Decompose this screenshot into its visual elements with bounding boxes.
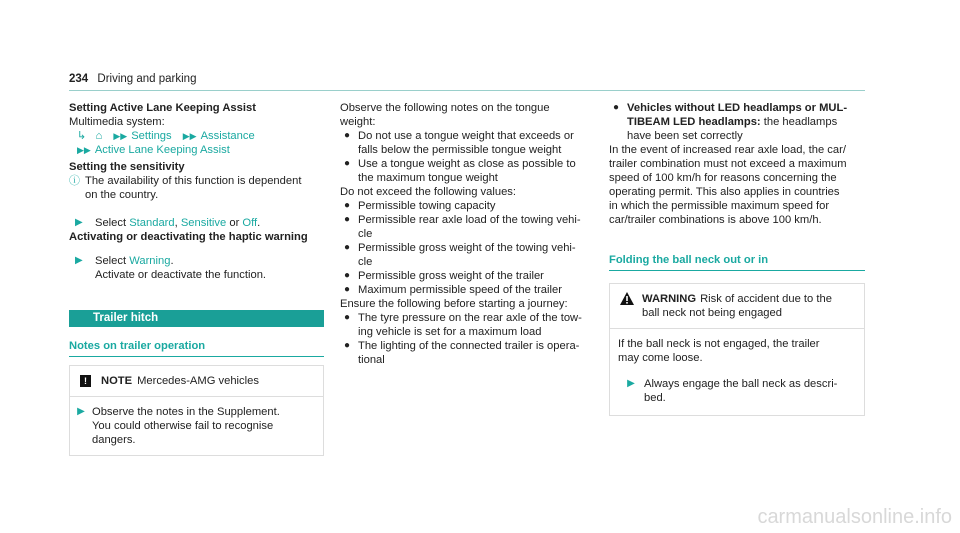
- list-item: ● The tyre pressure on the rear axle of the tow- ing vehicle is set for a maximum load: [344, 312, 582, 338]
- list-line: Permissible towing capacity: [358, 200, 496, 212]
- list-item: ● Permissible rear axle load of the towing vehi- cle: [344, 214, 581, 240]
- headlamp-list: [609, 101, 865, 143]
- list-item: ● Maximum permissible speed of the trailer: [344, 284, 562, 296]
- list-line: The lighting of the connected trailer is opera-: [358, 340, 580, 352]
- list-line-bold: TIBEAM LED headlamps:: [627, 116, 761, 128]
- note-text: Mercedes-AMG vehicles: [137, 375, 259, 387]
- select-prefix: Select: [95, 217, 127, 229]
- option-standard[interactable]: Standard: [129, 217, 175, 229]
- option-sensitive[interactable]: Sensitive: [180, 217, 227, 229]
- warning-triangle-icon: [620, 292, 634, 305]
- chevron-right-icon: ▶▶: [77, 145, 91, 155]
- warning-box: [609, 283, 865, 416]
- list-line: Permissible gross weight of the towing vehi-: [358, 242, 576, 254]
- warning-body-line: If the ball neck is not engaged, the trailer: [618, 338, 820, 350]
- select-prefix: Select: [95, 255, 127, 267]
- note-step: [70, 397, 323, 455]
- ensure-line: Ensure the following before starting a journey:: [340, 298, 568, 310]
- step-arrow-icon: ▶: [75, 255, 83, 266]
- multimedia-label: Multimedia system:: [69, 116, 165, 128]
- note-label: NOTE: [101, 375, 133, 387]
- intro-line: Observe the following notes on the tongue: [340, 102, 550, 114]
- note-line: The availability of this function is dependent: [85, 175, 302, 187]
- list-line: falls below the permissible tongue weight: [358, 144, 562, 156]
- note-step-line: dangers.: [92, 434, 136, 446]
- list-line: Permissible rear axle load of the towing vehi-: [358, 214, 581, 226]
- subheading-rule: [609, 270, 865, 271]
- list-line: the maximum tongue weight: [358, 172, 498, 184]
- para-line: operating permit. This also applies in countries: [609, 186, 840, 198]
- menu-path: [69, 129, 324, 143]
- list-line: tional: [358, 354, 385, 366]
- select-warning-step: ▶ Select Warning. Activate or deactivate the function.: [69, 254, 324, 282]
- chevron-right-icon: ▶▶: [182, 131, 197, 141]
- watermark: carmanualsonline.info: [757, 506, 952, 528]
- list-line: Use a tongue weight as close as possible to: [358, 158, 576, 170]
- list-item: ● Permissible towing capacity: [344, 200, 496, 212]
- tongue-weight-list: [340, 129, 600, 185]
- exceed-line: Do not exceed the following values:: [340, 186, 517, 198]
- warning-step-line: bed.: [644, 392, 666, 404]
- list-line: have been set correctly: [627, 130, 743, 142]
- para-line: speed of 100 km/h for reasons concerning the: [609, 172, 837, 184]
- list-item: ● Do not use a tongue weight that exceeds or falls below the permissible tongue weight: [344, 130, 574, 156]
- column-1: [69, 101, 324, 456]
- warning-text: ball neck not being engaged: [642, 307, 782, 319]
- menu-link-settings[interactable]: Settings: [131, 130, 172, 142]
- intro-line: weight:: [340, 116, 376, 128]
- availability-note: [69, 174, 324, 202]
- note-line: on the country.: [85, 189, 159, 201]
- warning-label: WARNING: [642, 293, 697, 305]
- warning-step: [610, 369, 864, 415]
- list-line: Vehicles without LED headlamps or MUL-: [627, 102, 848, 114]
- subheading-rule: [69, 356, 324, 357]
- exclamation-icon: !: [80, 375, 91, 387]
- list-line: cle: [358, 256, 373, 268]
- column-2: [340, 101, 600, 367]
- list-item: ● Use a tongue weight as close as possible to the maximum tongue weight: [344, 158, 576, 184]
- option-or: or: [229, 217, 240, 229]
- para-line: trailer combination must not exceed a maximum: [609, 158, 847, 170]
- list-line: cle: [358, 228, 373, 240]
- journey-list: [340, 311, 600, 367]
- para-line: car/trailer combinations is above 100 km/h.: [609, 214, 822, 226]
- trailer-hitch-bar: Trailer hitch: [69, 310, 324, 327]
- warning-body: [610, 329, 864, 369]
- values-list: [340, 199, 600, 297]
- list-line: the headlamps: [763, 116, 838, 128]
- home-icon[interactable]: ⌂: [95, 130, 103, 142]
- list-item: ● The lighting of the connected trailer is opera- tional: [344, 340, 580, 366]
- step-arrow-icon: ▶: [77, 406, 85, 417]
- warning-step-line: Always engage the ball neck as descri-: [644, 378, 838, 390]
- step-arrow-icon: ▶: [627, 378, 635, 389]
- section-title-lane-keeping: Setting Active Lane Keeping Assist: [69, 102, 256, 114]
- option-separator: ,: [174, 217, 178, 229]
- para-line: In the event of increased rear axle load, the car/: [609, 144, 846, 156]
- menu-link-active-lane-keeping-assist[interactable]: Active Lane Keeping Assist: [94, 144, 230, 156]
- list-line: Maximum permissible speed of the trailer: [358, 284, 562, 296]
- warning-text: Risk of accident due to the: [700, 293, 832, 305]
- sensitivity-heading: Setting the sensitivity: [69, 161, 185, 173]
- list-item: ● Permissible gross weight of the trailer: [344, 270, 544, 282]
- header-rule: [69, 90, 865, 91]
- select-sensitivity-step: ▶ Select Standard, Sensitive or Off.: [69, 216, 324, 230]
- section-title: Driving and parking: [97, 73, 197, 85]
- page-header: [69, 73, 196, 85]
- note-box: [69, 365, 324, 456]
- fold-ball-neck-heading: Folding the ball neck out or in: [609, 254, 769, 266]
- option-off[interactable]: Off: [242, 217, 258, 229]
- chevron-right-icon: ▶▶: [113, 131, 128, 141]
- warning-body-line: may come loose.: [618, 352, 703, 364]
- info-icon: ⓘ: [69, 175, 80, 187]
- step-arrow-icon: ▶: [75, 217, 83, 228]
- haptic-description: Activate or deactivate the function.: [95, 269, 267, 281]
- note-step-line: You could otherwise fail to recognise: [92, 420, 274, 432]
- list-line: Permissible gross weight of the trailer: [358, 270, 544, 282]
- haptic-heading: Activating or deactivating the haptic warning: [69, 231, 308, 243]
- warning-header: [610, 284, 864, 328]
- list-item: ● Vehicles without LED headlamps or MUL- TIBEAM LED headlamps: the headlamps have been set correctly: [613, 102, 848, 142]
- menu-path-cont: [69, 143, 324, 157]
- menu-link-assistance[interactable]: Assistance: [200, 130, 255, 142]
- note-header: [70, 366, 323, 396]
- page-number: 234: [69, 73, 89, 85]
- column-3: [609, 101, 865, 416]
- path-arrow-icon: ↳: [77, 130, 87, 142]
- para-line: in which the permissible maximum speed for: [609, 200, 830, 212]
- note-step-line: Observe the notes in the Supplement.: [92, 406, 280, 418]
- list-line: Do not use a tongue weight that exceeds or: [358, 130, 574, 142]
- speed-paragraph: [609, 143, 865, 227]
- trailer-notes-heading: Notes on trailer operation: [69, 340, 206, 352]
- list-line: ing vehicle is set for a maximum load: [358, 326, 542, 338]
- list-item: ● Permissible gross weight of the towing vehi- cle: [344, 242, 576, 268]
- option-warning[interactable]: Warning: [129, 255, 171, 267]
- list-line: The tyre pressure on the rear axle of the tow-: [358, 312, 582, 324]
